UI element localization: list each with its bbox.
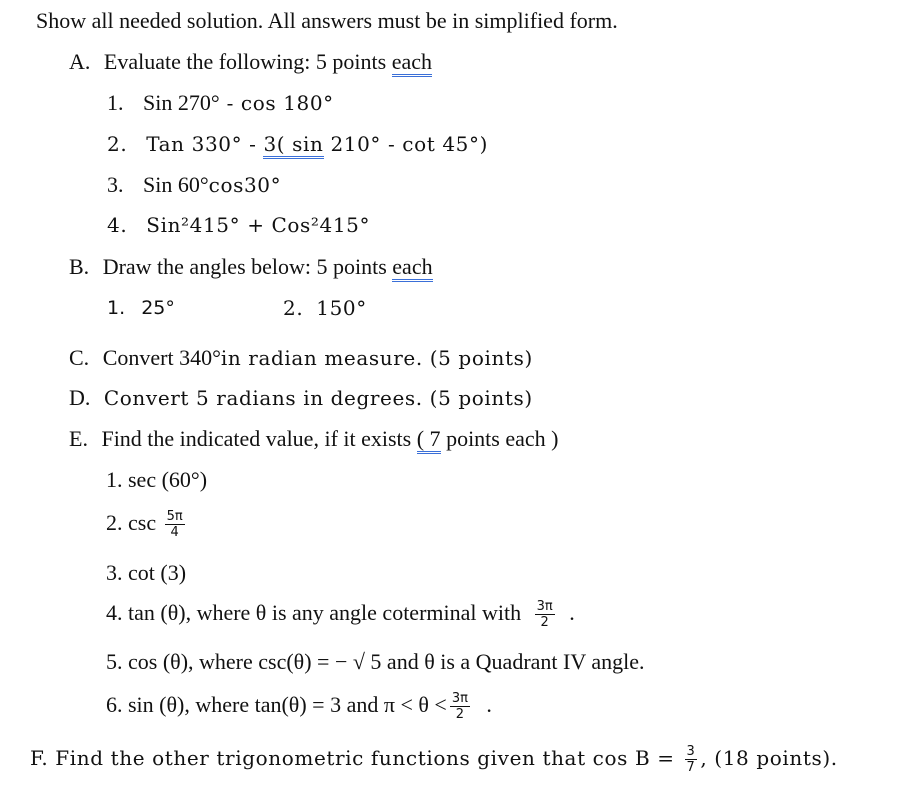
section-b-title-underlined: each bbox=[392, 254, 432, 282]
section-e-label: E. bbox=[69, 426, 88, 451]
section-b-heading bbox=[69, 253, 433, 281]
fraction: $\frac{3\pi}{2}$ bbox=[451, 691, 468, 723]
section-e-item-1: 1. sec (60°) bbox=[106, 467, 208, 492]
section-b-title: Draw the angles below: 5 points bbox=[102, 254, 393, 279]
section-f: F. Find the other trigonometric functions given that cos B = $\frac{3}{7}$ , (18 points). bbox=[30, 744, 838, 775]
section-b-item-2: 2. 150° bbox=[283, 296, 367, 320]
section-a-item-1: 1. Sin 270° - cos 180° bbox=[107, 90, 334, 115]
section-a-item-2: 2. Tan 330° - 3( sin 210° - cot 45°) bbox=[107, 130, 488, 158]
section-a-title-underlined: each bbox=[392, 49, 432, 77]
fraction: $\frac{3\pi}{2}$ bbox=[536, 599, 553, 631]
section-a-label: A. bbox=[69, 49, 91, 74]
section-e-item-2: 2. csc $\frac{5\pi}{4}$ bbox=[106, 509, 183, 541]
section-e-item-3: 3. cot (3) bbox=[106, 560, 187, 585]
section-c: C. Convert 340°in radian measure. (5 points) bbox=[69, 345, 533, 370]
section-e-heading: E. Find the indicated value, if it exists ( 7 points each ) bbox=[69, 425, 558, 453]
fraction: $\frac{3}{7}$ bbox=[686, 744, 696, 775]
fraction: $\frac{5\pi}{4}$ bbox=[166, 509, 183, 541]
section-e-item-6: 6. sin (θ), where tan(θ) = 3 and π < θ < $\frac{3\pi}{2}$ . bbox=[106, 691, 492, 723]
section-e-item-5: 5. cos (θ), where csc(θ) = − √ 5 and θ is a Quadrant IV angle. bbox=[106, 649, 645, 674]
underlined-term: 3( sin bbox=[263, 132, 323, 159]
instructions: Show all needed solution. All answers must be in simplified form. bbox=[36, 8, 618, 33]
section-b-item-1: 1. 25° bbox=[107, 297, 175, 319]
section-a-item-3: 3. Sin 60°cos30° bbox=[107, 172, 282, 197]
section-d: D. Convert 5 radians in degrees. (5 points) bbox=[69, 385, 533, 410]
section-a-heading bbox=[69, 48, 432, 76]
section-a-title: Evaluate the following: 5 points bbox=[103, 49, 392, 74]
section-b-label: B. bbox=[69, 254, 90, 279]
section-e-item-4: 4. tan (θ), where θ is any angle coterminal with $\frac{3\pi}{2}$ . bbox=[106, 599, 575, 631]
section-a-item-4: 4. Sin²415° + Cos²415° bbox=[107, 213, 371, 237]
